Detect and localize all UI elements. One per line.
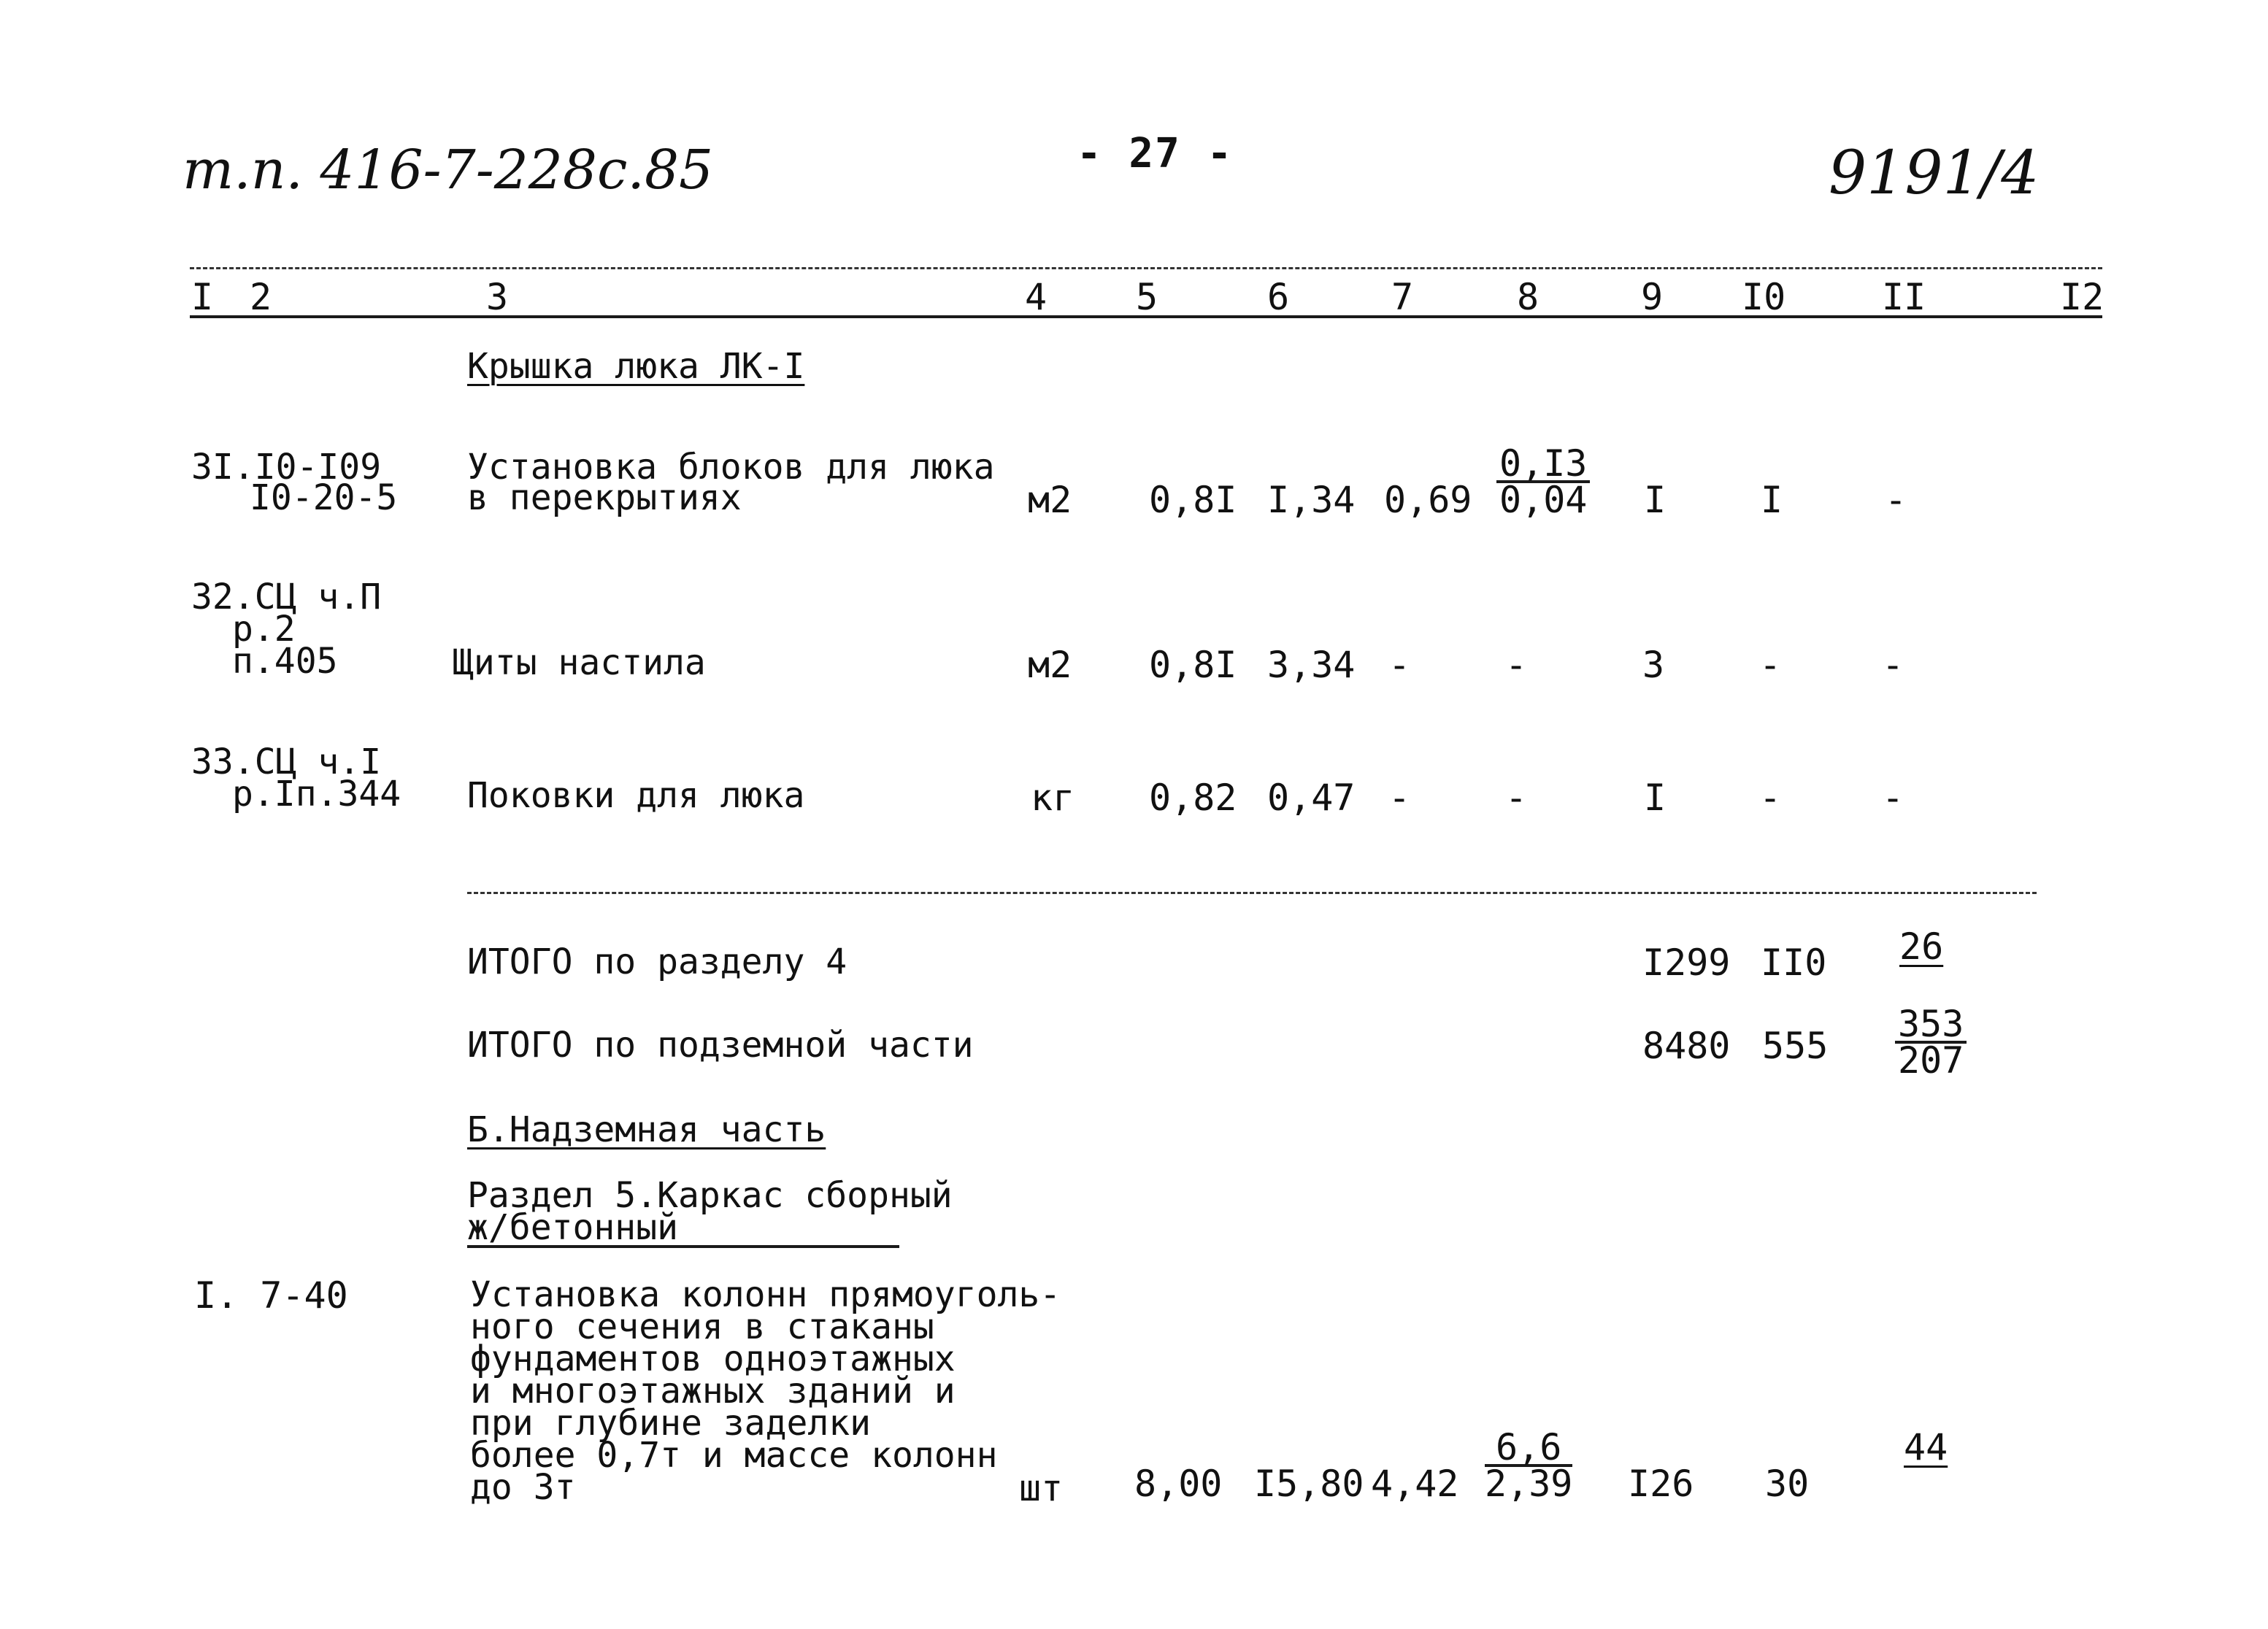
row-description-line: более 0,7т и массе колонн — [470, 1435, 998, 1476]
totals-col9: 8480 — [1642, 1025, 1731, 1067]
row-col6: 3,34 — [1267, 644, 1356, 686]
row-description-line: Щиты настила — [453, 642, 706, 683]
row-code: I. 7-40 — [194, 1274, 348, 1317]
row-description-line: при глубине заделки — [470, 1403, 872, 1444]
column-number: 5 — [1136, 276, 1158, 318]
row-description-line: Установка блоков для люка — [467, 447, 995, 488]
row-unit: м2 — [1028, 479, 1072, 521]
row-col6: 0,47 — [1267, 777, 1356, 819]
totals-label: ИТОГО по разделу 4 — [467, 941, 847, 982]
row-col7: 4,42 — [1371, 1463, 1459, 1505]
row-col8: - — [1505, 777, 1528, 819]
row-col11: - — [1882, 777, 1904, 819]
section-heading-line: ж/бетонный — [467, 1207, 678, 1248]
totals-separator-rule — [467, 892, 2037, 894]
row-col7: - — [1388, 777, 1411, 819]
document-code: т.п. 416-7-228с.85 — [182, 139, 714, 201]
section-heading-underline — [467, 1245, 899, 1248]
row-col10: 30 — [1765, 1463, 1810, 1505]
column-number: 9 — [1641, 276, 1664, 318]
row-col5: 8,00 — [1134, 1463, 1223, 1505]
totals-col10: II0 — [1761, 941, 1827, 984]
row-col6: I,34 — [1267, 479, 1356, 521]
column-number: 4 — [1025, 276, 1047, 318]
fraction-numerator: 353 — [1895, 1007, 1967, 1044]
row-col11: 44 — [1904, 1426, 1948, 1468]
row-col7: - — [1388, 644, 1411, 686]
row-unit: кг — [1031, 777, 1075, 819]
totals-col11: 26 — [1899, 925, 1944, 968]
row-unit: шт — [1019, 1467, 1064, 1509]
column-number: 7 — [1391, 276, 1414, 318]
row-col8-fraction — [1496, 442, 1590, 521]
row-col5: 0,8I — [1149, 479, 1237, 521]
row-description-line: в перекрытиях — [467, 477, 742, 518]
column-number: 2 — [250, 276, 272, 318]
row-col8: - — [1505, 644, 1528, 686]
fraction-numerator: 6,6 — [1485, 1430, 1572, 1467]
row-col10: - — [1759, 644, 1782, 686]
row-unit: м2 — [1028, 644, 1072, 686]
row-description-line: Поковки для люка — [467, 775, 805, 816]
row-col11: - — [1882, 644, 1904, 686]
column-number: 8 — [1517, 276, 1539, 318]
row-col10: I — [1761, 479, 1783, 521]
fraction-denominator: 207 — [1898, 1039, 1964, 1082]
row-col5: 0,82 — [1149, 777, 1237, 819]
row-code-line: 32.СЦ ч.П — [191, 577, 382, 617]
row-code-line: 33.СЦ ч.I — [191, 742, 382, 782]
page-number: - 27 - — [1077, 130, 1234, 177]
row-code-line: р.Iп.344 — [232, 774, 401, 814]
row-code-line: п.405 — [232, 641, 338, 682]
row-description-line: до 3т — [470, 1467, 576, 1508]
row-col7: 0,69 — [1384, 479, 1472, 521]
fraction-denominator: 2,39 — [1485, 1463, 1573, 1505]
row-description-line: и многоэтажных зданий и — [470, 1371, 956, 1412]
part-b-title: Б.Надземная часть — [467, 1109, 826, 1150]
section-heading-line: Раздел 5.Каркас сборный — [467, 1175, 953, 1216]
row-col8-fraction — [1485, 1426, 1573, 1505]
totals-col9: I299 — [1642, 941, 1731, 984]
column-number: 3 — [486, 276, 509, 318]
column-number: I0 — [1742, 276, 1786, 318]
row-code-line: I0-20-5 — [250, 477, 398, 518]
section-title: Крышка люка ЛК-I — [467, 346, 805, 387]
sheet-number: 9191/4 — [1829, 139, 2040, 208]
row-code-line: р.2 — [232, 609, 296, 650]
header-top-rule — [190, 267, 2102, 269]
column-number: 6 — [1267, 276, 1290, 318]
row-col6: I5,80 — [1254, 1463, 1364, 1505]
totals-col11-fraction — [1895, 1003, 1967, 1082]
column-number: II — [1882, 276, 1926, 318]
row-col9: 3 — [1642, 644, 1665, 686]
row-col9: I — [1644, 479, 1667, 521]
totals-label: ИТОГО по подземной части — [467, 1025, 974, 1066]
row-code-line: 3I.I0-I09 — [191, 447, 382, 488]
column-number: I — [191, 276, 214, 318]
row-col5: 0,8I — [1149, 644, 1237, 686]
totals-col10: 555 — [1762, 1025, 1829, 1067]
row-col11: - — [1885, 479, 1907, 521]
row-col9: I26 — [1628, 1463, 1694, 1505]
row-description-line: ного сечения в стаканы — [470, 1306, 934, 1347]
row-col10: - — [1759, 777, 1782, 819]
column-number: I2 — [2060, 276, 2104, 318]
row-description-line: Установка колонн прямоуголь- — [470, 1274, 1061, 1315]
row-description-line: фундаментов одноэтажных — [470, 1339, 956, 1379]
fraction-numerator: 0,I3 — [1496, 447, 1590, 483]
fraction-denominator: 0,04 — [1499, 479, 1588, 521]
row-col9: I — [1644, 777, 1667, 819]
